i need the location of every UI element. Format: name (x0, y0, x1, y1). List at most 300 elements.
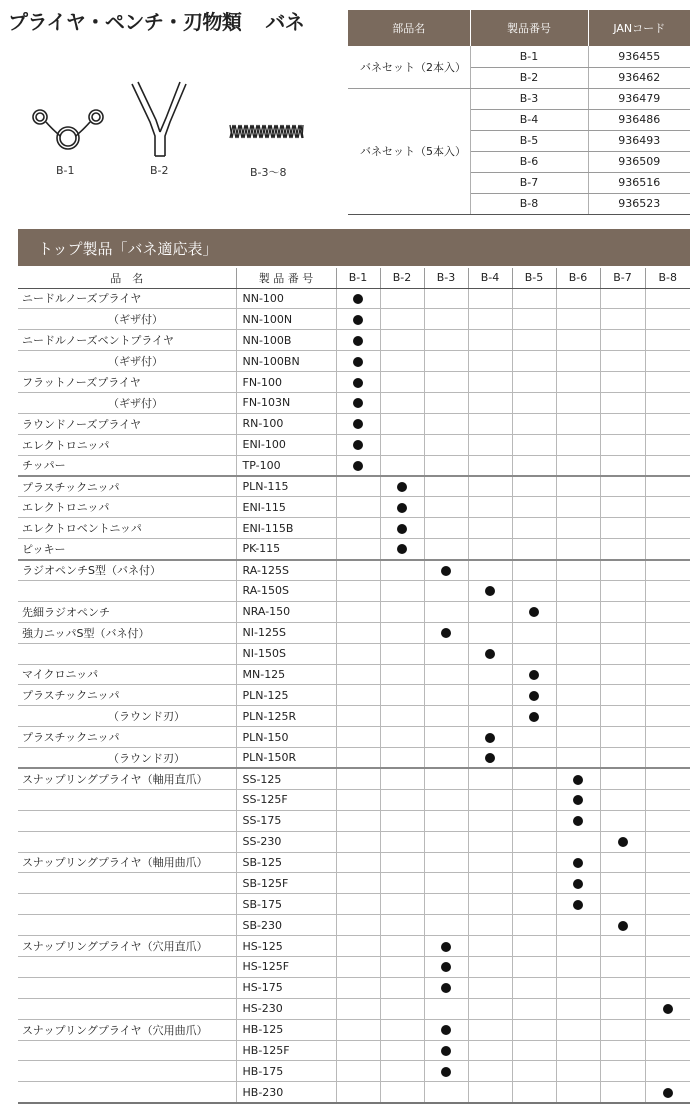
compat-row (18, 998, 690, 1019)
jan-code-cell: 936523 (588, 193, 690, 214)
product-name-cell: ニードルノーズプライヤ (18, 288, 236, 309)
compat-row (18, 852, 690, 873)
spring-cell-b-8 (645, 476, 690, 497)
product-name-cell: （ギザ付） (18, 351, 236, 372)
compatible-dot-icon (485, 649, 495, 659)
product-name-cell (18, 1061, 236, 1082)
spring-cell-b-2 (380, 831, 424, 852)
spring-cell-b-2 (380, 392, 424, 413)
spring-cell-b-2 (380, 998, 424, 1019)
spring-cell-b-8 (645, 580, 690, 601)
spring-cell-b-4 (468, 330, 512, 351)
product-code-cell: PLN-150 (236, 727, 336, 748)
spring-cell-b-4 (468, 392, 512, 413)
compat-row (18, 1061, 690, 1082)
title-main: プライヤ・ペンチ・刃物類 (8, 10, 242, 34)
compatible-dot-icon (441, 566, 451, 576)
spring-cell-b-1 (336, 497, 380, 518)
product-name-cell: チッパー (18, 455, 236, 476)
spring-cell-b-3 (424, 351, 468, 372)
spring-cell-b-3 (424, 998, 468, 1019)
compat-row (18, 936, 690, 957)
spring-cell-b-5 (512, 936, 556, 957)
compat-row (18, 601, 690, 622)
spring-cell-b-6 (556, 413, 600, 434)
product-code-cell: PLN-125R (236, 706, 336, 727)
spring-cell-b-3 (424, 977, 468, 998)
compatible-dot-icon (529, 670, 539, 680)
spring-cell-b-4 (468, 1019, 512, 1040)
spring-cell-b-3 (424, 372, 468, 393)
product-name-cell (18, 894, 236, 915)
spring-cell-b-7 (600, 664, 645, 685)
product-code-cell: PLN-115 (236, 476, 336, 497)
product-name-cell: スナップリングプライヤ（穴用曲爪） (18, 1019, 236, 1040)
compat-row (18, 288, 690, 309)
product-name-cell: エレクトロニッパ (18, 434, 236, 455)
compat-row (18, 518, 690, 539)
spring-cell-b-8 (645, 643, 690, 664)
spring-cell-b-7 (600, 455, 645, 476)
spring-cell-b-2 (380, 351, 424, 372)
product-code-cell: HS-230 (236, 998, 336, 1019)
product-code-cell: B-8 (470, 193, 588, 214)
spring-cell-b-3 (424, 852, 468, 873)
spring-cell-b-1 (336, 789, 380, 810)
spring-cell-b-3 (424, 727, 468, 748)
spring-cell-b-2 (380, 957, 424, 978)
compat-header-cell: B-3 (424, 268, 468, 288)
compat-row (18, 894, 690, 915)
product-name-cell: スナップリングプライヤ（軸用直爪） (18, 768, 236, 789)
spring-cell-b-2 (380, 413, 424, 434)
spring-cell-b-7 (600, 351, 645, 372)
compatible-dot-icon (441, 628, 451, 638)
spring-cell-b-4 (468, 518, 512, 539)
product-code-cell: NI-125S (236, 622, 336, 643)
spring-cell-b-2 (380, 560, 424, 581)
spring-cell-b-6 (556, 1019, 600, 1040)
product-code-cell: HB-175 (236, 1061, 336, 1082)
spring-cell-b-5 (512, 580, 556, 601)
spring-cell-b-8 (645, 727, 690, 748)
compatible-dot-icon (397, 503, 407, 513)
spring-cell-b-2 (380, 873, 424, 894)
compatible-dot-icon (529, 607, 539, 617)
jan-code-cell: 936493 (588, 130, 690, 151)
product-code-cell: HB-125 (236, 1019, 336, 1040)
spring-cell-b-8 (645, 936, 690, 957)
spring-cell-b-6 (556, 915, 600, 936)
spring-cell-b-5 (512, 852, 556, 873)
spring-cell-b-2 (380, 643, 424, 664)
spring-cell-b-1 (336, 372, 380, 393)
spring-cell-b-7 (600, 852, 645, 873)
product-code-cell: B-2 (470, 67, 588, 88)
spring-cell-b-7 (600, 768, 645, 789)
spring-cell-b-3 (424, 560, 468, 581)
spring-cell-b-3 (424, 434, 468, 455)
spring-cell-b-5 (512, 831, 556, 852)
product-code-cell: HS-125F (236, 957, 336, 978)
spring-cell-b-6 (556, 518, 600, 539)
spring-cell-b-2 (380, 1040, 424, 1061)
product-code-cell: NN-100BN (236, 351, 336, 372)
spring-cell-b-5 (512, 643, 556, 664)
jan-row (348, 46, 690, 67)
spring-cell-b-6 (556, 831, 600, 852)
compat-header-cell: B-7 (600, 268, 645, 288)
spring-cell-b-7 (600, 998, 645, 1019)
spring-cell-b-4 (468, 831, 512, 852)
product-code-cell: RN-100 (236, 413, 336, 434)
spring-cell-b-7 (600, 789, 645, 810)
product-code-cell: FN-100 (236, 372, 336, 393)
spring-cell-b-8 (645, 768, 690, 789)
spring-cell-b-4 (468, 455, 512, 476)
spring-cell-b-1 (336, 1019, 380, 1040)
compatible-dot-icon (353, 294, 363, 304)
product-name-cell: ニードルノーズベントプライヤ (18, 330, 236, 351)
spring-cell-b-1 (336, 580, 380, 601)
spring-cell-b-1 (336, 330, 380, 351)
spring-cell-b-7 (600, 706, 645, 727)
compat-header-cell: B-2 (380, 268, 424, 288)
spring-cell-b-7 (600, 580, 645, 601)
jan-code-cell: 936509 (588, 151, 690, 172)
product-name-cell: （ギザ付） (18, 309, 236, 330)
product-name-cell (18, 998, 236, 1019)
product-name-cell (18, 580, 236, 601)
spring-cell-b-5 (512, 1040, 556, 1061)
spring-cell-b-1 (336, 518, 380, 539)
spring-cell-b-1 (336, 309, 380, 330)
spring-cell-b-6 (556, 685, 600, 706)
spring-cell-b-6 (556, 434, 600, 455)
spring-cell-b-1 (336, 768, 380, 789)
spring-cell-b-4 (468, 560, 512, 581)
compat-header-cell: B-8 (645, 268, 690, 288)
section-banner: トップ製品「バネ適応表」 (18, 229, 690, 266)
product-name-cell: （ラウンド刃） (18, 748, 236, 769)
compatible-dot-icon (573, 816, 583, 826)
product-code-cell: SB-175 (236, 894, 336, 915)
spring-cell-b-3 (424, 748, 468, 769)
compat-row (18, 622, 690, 643)
spring-cell-b-8 (645, 434, 690, 455)
spring-cell-b-5 (512, 351, 556, 372)
compatible-dot-icon (353, 378, 363, 388)
spring-cell-b-7 (600, 560, 645, 581)
spring-cell-b-3 (424, 685, 468, 706)
compat-body (18, 288, 690, 1103)
product-code-cell: ENI-115B (236, 518, 336, 539)
spring-cell-b-2 (380, 894, 424, 915)
spring-cell-b-8 (645, 852, 690, 873)
spring-cell-b-6 (556, 852, 600, 873)
spring-cell-b-1 (336, 957, 380, 978)
spring-cell-b-4 (468, 413, 512, 434)
spring-cell-b-4 (468, 372, 512, 393)
spring-cell-b-4 (468, 1082, 512, 1103)
product-name-cell (18, 977, 236, 998)
spring-cell-b-1 (336, 664, 380, 685)
jan-code-cell: 936462 (588, 67, 690, 88)
spring-cell-b-6 (556, 873, 600, 894)
spring-cell-b-7 (600, 518, 645, 539)
compatible-dot-icon (663, 1004, 673, 1014)
spring-cell-b-7 (600, 915, 645, 936)
spring-cell-b-5 (512, 894, 556, 915)
spring-cell-b-1 (336, 685, 380, 706)
spring-cell-b-6 (556, 476, 600, 497)
compatible-dot-icon (618, 921, 628, 931)
spring-cell-b-6 (556, 664, 600, 685)
spring-cell-b-2 (380, 539, 424, 560)
jan-body (348, 46, 690, 214)
spring-cell-b-4 (468, 894, 512, 915)
compat-row (18, 977, 690, 998)
spring-cell-b-7 (600, 1061, 645, 1082)
compat-header-cell: B-5 (512, 268, 556, 288)
jan-code-table (348, 10, 690, 215)
spring-cell-b-1 (336, 434, 380, 455)
spring-cell-b-3 (424, 915, 468, 936)
torsion-spring-icon (0, 74, 340, 194)
spring-cell-b-3 (424, 1040, 468, 1061)
spring-cell-b-2 (380, 748, 424, 769)
spring-cell-b-7 (600, 1019, 645, 1040)
spring-cell-b-7 (600, 413, 645, 434)
spring-cell-b-6 (556, 539, 600, 560)
product-name-cell (18, 831, 236, 852)
product-name-cell: スナップリングプライヤ（軸用曲爪） (18, 852, 236, 873)
spring-cell-b-3 (424, 1061, 468, 1082)
product-name-cell: エレクトロベントニッパ (18, 518, 236, 539)
spring-cell-b-4 (468, 936, 512, 957)
spring-cell-b-2 (380, 685, 424, 706)
compatible-dot-icon (441, 962, 451, 972)
compat-row (18, 706, 690, 727)
compat-row (18, 768, 690, 789)
compatible-dot-icon (573, 858, 583, 868)
product-code-cell: HS-125 (236, 936, 336, 957)
spring-cell-b-2 (380, 768, 424, 789)
spring-cell-b-2 (380, 936, 424, 957)
spring-cell-b-7 (600, 894, 645, 915)
product-name-cell: スナップリングプライヤ（穴用直爪） (18, 936, 236, 957)
spring-cell-b-1 (336, 894, 380, 915)
spring-cell-b-2 (380, 622, 424, 643)
compatible-dot-icon (441, 1067, 451, 1077)
compatible-dot-icon (529, 712, 539, 722)
spring-cell-b-7 (600, 685, 645, 706)
spring-cell-b-3 (424, 580, 468, 601)
spring-cell-b-5 (512, 768, 556, 789)
spring-cell-b-3 (424, 309, 468, 330)
spring-cell-b-8 (645, 518, 690, 539)
compatible-dot-icon (573, 795, 583, 805)
product-code-cell: PK-115 (236, 539, 336, 560)
spring-cell-b-6 (556, 1040, 600, 1061)
spring-cell-b-6 (556, 455, 600, 476)
compat-row (18, 810, 690, 831)
spring-cell-b-4 (468, 309, 512, 330)
spring-cell-b-8 (645, 894, 690, 915)
jan-row (348, 88, 690, 109)
product-code-cell: NRA-150 (236, 601, 336, 622)
spring-cell-b-5 (512, 1082, 556, 1103)
spring-cell-b-5 (512, 455, 556, 476)
spring-cell-b-8 (645, 998, 690, 1019)
spring-cell-b-4 (468, 434, 512, 455)
product-code-cell: B-3 (470, 88, 588, 109)
product-code-cell: SB-125F (236, 873, 336, 894)
compat-header-cell: 品 名 (18, 268, 236, 288)
spring-cell-b-4 (468, 664, 512, 685)
compat-row (18, 580, 690, 601)
spring-cell-b-1 (336, 810, 380, 831)
product-code-cell: NI-150S (236, 643, 336, 664)
compat-row (18, 873, 690, 894)
spring-cell-b-3 (424, 497, 468, 518)
compat-row (18, 789, 690, 810)
product-code-cell: NN-100 (236, 288, 336, 309)
product-code-cell: B-6 (470, 151, 588, 172)
spring-cell-b-2 (380, 1082, 424, 1103)
spring-cell-b-5 (512, 622, 556, 643)
compat-row (18, 497, 690, 518)
spring-cell-b-8 (645, 392, 690, 413)
spring-cell-b-4 (468, 998, 512, 1019)
spring-cell-b-5 (512, 977, 556, 998)
spring-cell-b-8 (645, 831, 690, 852)
spring-cell-b-7 (600, 434, 645, 455)
spring-cell-b-6 (556, 810, 600, 831)
compatible-dot-icon (397, 482, 407, 492)
compatible-dot-icon (618, 837, 628, 847)
compat-header-cell: 製 品 番 号 (236, 268, 336, 288)
spring-cell-b-3 (424, 643, 468, 664)
spring-cell-b-5 (512, 957, 556, 978)
spring-cell-b-2 (380, 288, 424, 309)
spring-cell-b-8 (645, 413, 690, 434)
spring-cell-b-2 (380, 372, 424, 393)
spring-cell-b-3 (424, 789, 468, 810)
compatible-dot-icon (441, 1046, 451, 1056)
compat-row (18, 1082, 690, 1103)
spring-cell-b-4 (468, 643, 512, 664)
spring-cell-b-5 (512, 497, 556, 518)
compat-row (18, 727, 690, 748)
spring-cell-b-6 (556, 977, 600, 998)
spring-cell-b-1 (336, 560, 380, 581)
spring-cell-b-2 (380, 1019, 424, 1040)
product-name-cell: （ラウンド刃） (18, 706, 236, 727)
spring-cell-b-7 (600, 539, 645, 560)
spring-cell-b-5 (512, 392, 556, 413)
spring-cell-b-4 (468, 1040, 512, 1061)
title-sub: バネ (265, 10, 305, 34)
product-code-cell: SB-230 (236, 915, 336, 936)
spring-cell-b-1 (336, 476, 380, 497)
spring-cell-b-7 (600, 936, 645, 957)
spring-cell-b-4 (468, 539, 512, 560)
spring-cell-b-8 (645, 560, 690, 581)
spring-cell-b-2 (380, 455, 424, 476)
spring-illustrations (0, 74, 340, 194)
spring-cell-b-1 (336, 288, 380, 309)
spring-cell-b-7 (600, 309, 645, 330)
spring-cell-b-2 (380, 810, 424, 831)
spring-cell-b-7 (600, 643, 645, 664)
spring-cell-b-1 (336, 539, 380, 560)
spring-cell-b-8 (645, 539, 690, 560)
product-code-cell: HS-175 (236, 977, 336, 998)
spring-cell-b-7 (600, 831, 645, 852)
product-name-cell: フラットノーズプライヤ (18, 372, 236, 393)
spring-cell-b-2 (380, 664, 424, 685)
spring-cell-b-8 (645, 1082, 690, 1103)
spring-cell-b-6 (556, 330, 600, 351)
product-code-cell: RA-125S (236, 560, 336, 581)
spring-cell-b-3 (424, 1082, 468, 1103)
jan-header-row (348, 10, 690, 46)
jan-code-cell: 936455 (588, 46, 690, 67)
spring-cell-b-3 (424, 455, 468, 476)
spring-cell-b-1 (336, 601, 380, 622)
spring-cell-b-6 (556, 372, 600, 393)
jan-code-cell: 936479 (588, 88, 690, 109)
spring-cell-b-8 (645, 372, 690, 393)
compatible-dot-icon (485, 733, 495, 743)
spring-cell-b-7 (600, 392, 645, 413)
product-code-cell: MN-125 (236, 664, 336, 685)
spring-cell-b-1 (336, 936, 380, 957)
spring-cell-b-7 (600, 977, 645, 998)
product-name-cell: プラスチックニッパ (18, 685, 236, 706)
compat-row (18, 1019, 690, 1040)
spring-cell-b-8 (645, 497, 690, 518)
spring-cell-b-7 (600, 748, 645, 769)
spring-cell-b-2 (380, 727, 424, 748)
spring-cell-b-3 (424, 664, 468, 685)
spring-cell-b-6 (556, 957, 600, 978)
compatible-dot-icon (573, 879, 583, 889)
spring-cell-b-1 (336, 706, 380, 727)
spring-cell-b-6 (556, 894, 600, 915)
spring-cell-b-1 (336, 1082, 380, 1103)
product-code-cell: NN-100B (236, 330, 336, 351)
spring-cell-b-2 (380, 434, 424, 455)
spring-cell-b-8 (645, 748, 690, 769)
part-name-cell: バネセット（5本入） (348, 88, 470, 214)
spring-cell-b-6 (556, 768, 600, 789)
spring-cell-b-8 (645, 915, 690, 936)
product-name-cell: マイクロニッパ (18, 664, 236, 685)
product-code-cell: SS-125F (236, 789, 336, 810)
product-code-cell: SS-175 (236, 810, 336, 831)
spring-cell-b-5 (512, 330, 556, 351)
spring-cell-b-1 (336, 727, 380, 748)
spring-cell-b-5 (512, 998, 556, 1019)
spring-cell-b-5 (512, 727, 556, 748)
spring-cell-b-3 (424, 810, 468, 831)
spring-cell-b-8 (645, 789, 690, 810)
spring-cell-b-8 (645, 330, 690, 351)
illus-label-b1: B-1 (56, 164, 75, 177)
spring-cell-b-3 (424, 622, 468, 643)
